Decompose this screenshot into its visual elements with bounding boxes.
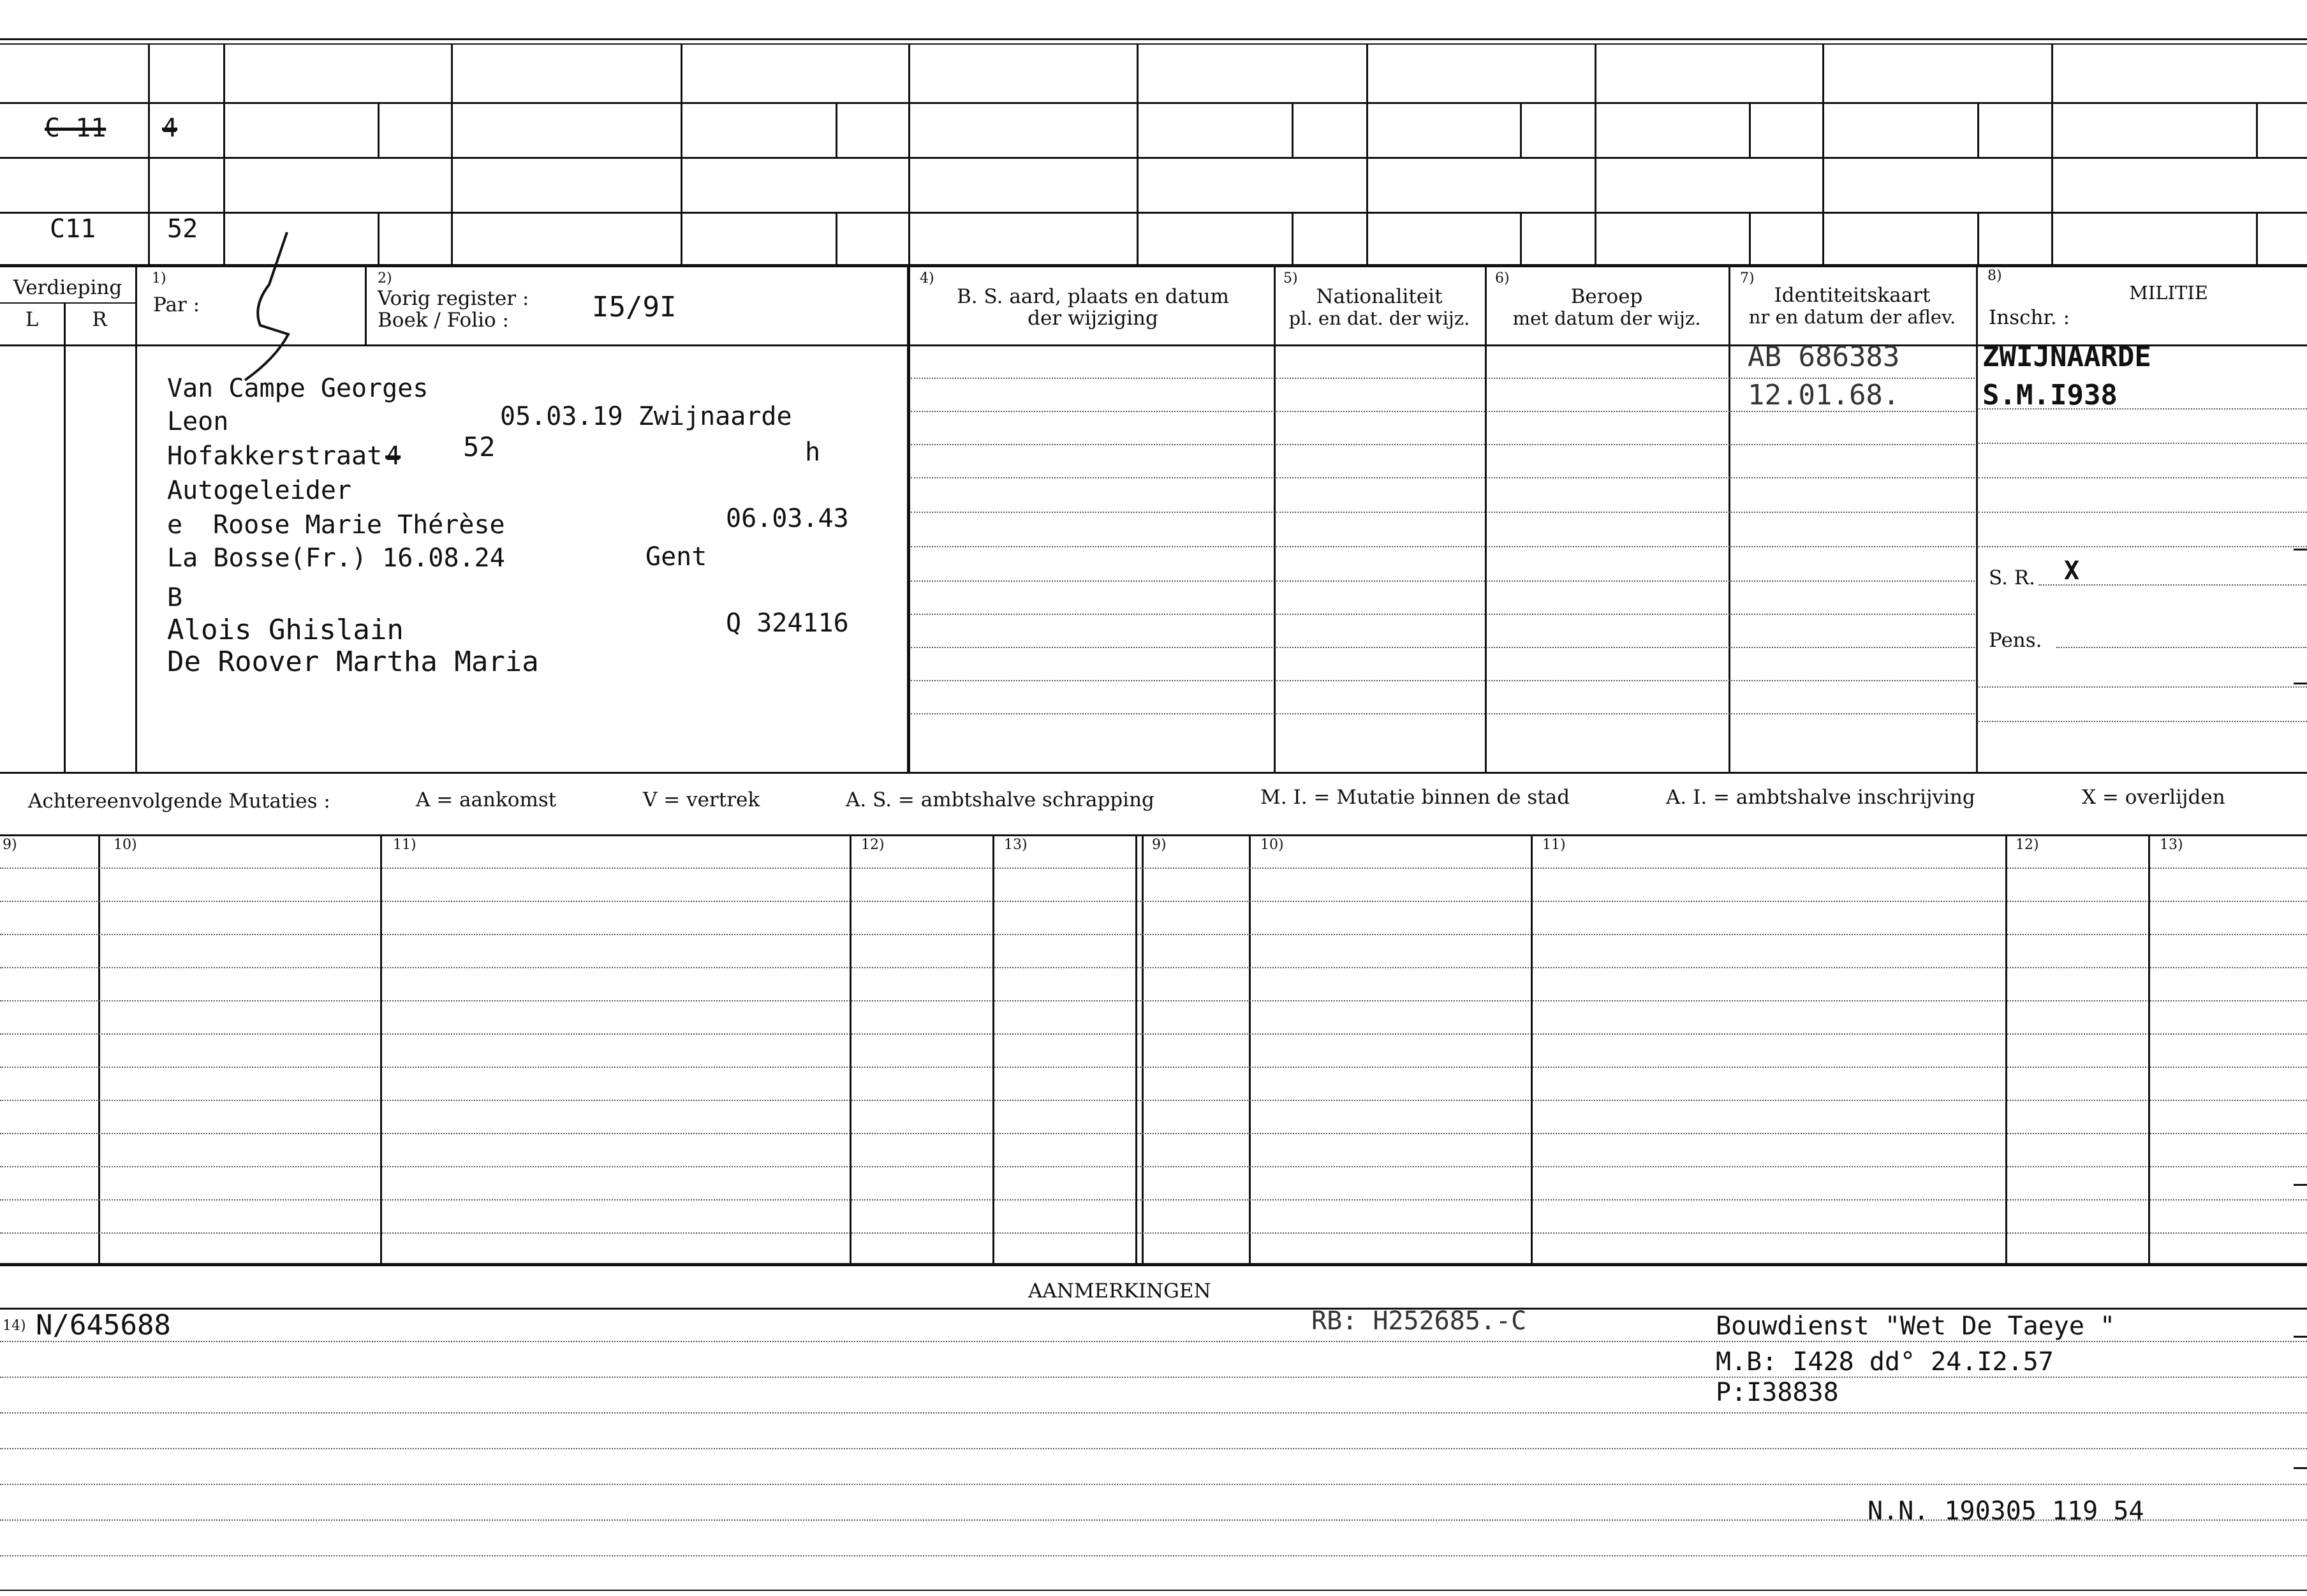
dotted-line	[1979, 443, 2307, 444]
mutations-title: Achtereenvolgende Mutaties :	[28, 790, 330, 813]
mutation-col-9-right: 9)	[1152, 837, 1167, 853]
dotted-line	[911, 647, 1272, 648]
dotted-line	[1276, 614, 1975, 615]
grid-line	[0, 1308, 2307, 1310]
edge-tick	[2294, 1184, 2307, 1186]
dotted-line	[0, 901, 2307, 902]
dotted-line	[1979, 546, 2307, 547]
col5-header-line1: Nationaliteit	[1316, 285, 1443, 308]
dotted-line	[0, 967, 2307, 968]
boek-folio-label: Boek / Folio :	[378, 309, 509, 332]
grid-line	[378, 212, 380, 264]
dotted-line	[911, 477, 1272, 478]
marriage-place: Gent	[645, 542, 707, 572]
pens-label: Pens.	[1989, 629, 2042, 652]
grid-line	[1749, 212, 1751, 264]
boek-folio-value: I5/9I	[592, 291, 677, 323]
grid-line	[836, 212, 837, 264]
grid-line	[1976, 264, 1978, 772]
spouse-prefix: e	[167, 510, 183, 540]
grid-line	[378, 102, 380, 157]
dotted-line	[1979, 512, 2307, 513]
grid-line	[1292, 212, 1294, 264]
grid-line	[135, 264, 137, 772]
col5-number: 5)	[1283, 270, 1298, 286]
dotted-line	[0, 1519, 2307, 1521]
mutation-col-13-right: 13)	[2160, 837, 2183, 853]
col5-header-line2: pl. en dat. der wijz.	[1288, 307, 1470, 329]
militia-place: ZWIJNAARDE	[1982, 341, 2151, 373]
old-section-number: C 11	[45, 114, 107, 143]
remarks-number: 14)	[3, 1318, 26, 1334]
dotted-line	[0, 934, 2307, 935]
identity-card-date: 12.01.68.	[1748, 379, 1900, 411]
dotted-line	[911, 444, 1272, 445]
dotted-line	[0, 1377, 2307, 1378]
dotted-line	[1276, 713, 1975, 714]
grid-line	[0, 1263, 2307, 1266]
grid-line	[0, 43, 2307, 45]
dotted-line	[0, 1448, 2307, 1449]
dotted-line	[0, 1000, 2307, 1001]
house-number: 52	[167, 214, 198, 244]
col4-header-line2: der wijziging	[1028, 307, 1158, 330]
dotted-line	[0, 868, 2307, 869]
spouse-name: Roose Marie Thérèse	[213, 510, 505, 540]
remarks-title: AANMERKINGEN	[1028, 1280, 1211, 1303]
grid-line	[2256, 212, 2258, 264]
vorig-register-label: Vorig register :	[378, 287, 529, 310]
grid-line	[1485, 264, 1487, 772]
dotted-line	[1276, 647, 1975, 648]
dotted-line	[911, 680, 1272, 681]
grid-line	[1977, 212, 1979, 264]
dotted-line	[0, 1166, 2307, 1167]
rb-number: RB: H252685.-C	[1311, 1306, 1527, 1336]
grid-line	[1366, 43, 1368, 264]
militie-title: MILITIE	[2129, 282, 2208, 304]
national-number: N.N. 190305 119 54	[1868, 1496, 2144, 1526]
employer: Bouwdienst "Wet De Taeye "	[1716, 1312, 2116, 1341]
grid-line	[0, 1590, 2307, 1591]
marriage-date: 06.03.43	[726, 504, 849, 533]
dotted-line	[0, 1341, 2307, 1342]
mb-reference: M.B: I428 dd° 24.I2.57	[1716, 1347, 2054, 1377]
street: Hofakkerstraat	[167, 441, 383, 471]
mutation-col-11-right: 11)	[1542, 837, 1566, 853]
dotted-line	[0, 1555, 2307, 1556]
mutation-col-13: 13)	[1004, 837, 1028, 853]
dotted-line	[1979, 721, 2307, 722]
col2-number: 2)	[378, 270, 392, 286]
col6-number: 6)	[1495, 270, 1510, 286]
dotted-line	[911, 614, 1272, 615]
grid-line	[1520, 212, 1522, 264]
dotted-line	[1276, 580, 1975, 582]
col6-header-line1: Beroep	[1570, 285, 1643, 308]
col7-header-line2: nr en datum der aflev.	[1748, 306, 1956, 328]
grid-line	[681, 43, 682, 264]
dotted-line	[1979, 477, 2307, 478]
edge-tick	[2294, 1467, 2307, 1469]
dotted-line	[1979, 686, 2307, 688]
grid-line	[1822, 43, 1824, 264]
grid-line	[907, 264, 910, 772]
militia-year: S.M.I938	[1982, 379, 2118, 411]
dotted-line	[1276, 512, 1975, 513]
occupation: Autogeleider	[167, 476, 351, 505]
floor-right-label: R	[92, 308, 107, 331]
dotted-line	[0, 1199, 2307, 1201]
person-first-name: Leon	[167, 407, 229, 436]
floor-left-label: L	[25, 308, 39, 331]
dotted-line	[0, 1033, 2307, 1035]
top-border	[0, 38, 2307, 40]
inschr-label: Inschr. :	[1989, 306, 2070, 329]
birth-date-place: 05.03.19 Zwijnaarde	[500, 402, 792, 431]
dotted-line	[0, 1232, 2307, 1234]
grid-line	[2256, 102, 2258, 157]
grid-line	[0, 834, 2307, 836]
dotted-line	[1276, 680, 1975, 681]
dotted-line	[911, 378, 1272, 379]
mutation-col-12: 12)	[861, 837, 885, 853]
dotted-line	[911, 713, 1272, 714]
mutation-col-12-right: 12)	[2016, 837, 2039, 853]
q-number: Q 324116	[726, 609, 849, 638]
sr-value: X	[2064, 556, 2080, 586]
dotted-line	[0, 1484, 2307, 1485]
grid-line	[451, 43, 453, 264]
dotted-line	[2056, 647, 2306, 648]
grid-line	[1749, 102, 1751, 157]
legend-ambtshalve-inschrijving: A. I. = ambtshalve inschrijving	[1666, 786, 1975, 809]
spouse-birth: La Bosse(Fr.) 16.08.24	[167, 543, 505, 573]
dotted-line	[911, 411, 1272, 412]
col7-header-line1: Identiteitskaart	[1774, 284, 1931, 307]
mutation-col-9: 9)	[3, 837, 17, 853]
grid-line	[1274, 264, 1276, 772]
mutation-col-10-right: 10)	[1260, 837, 1284, 853]
grid-line	[1520, 102, 1522, 157]
col7-number: 7)	[1740, 270, 1755, 286]
edge-tick	[2294, 1336, 2307, 1338]
dotted-line	[0, 1133, 2307, 1134]
grid-line	[1977, 102, 1979, 157]
col8-number: 8)	[1987, 268, 2002, 284]
p-reference: P:I38838	[1716, 1378, 1839, 1407]
b-mark: B	[167, 583, 183, 612]
old-house-number: 4	[162, 114, 178, 143]
mutation-col-11: 11)	[393, 837, 416, 853]
edge-tick	[2294, 549, 2307, 550]
grid-line	[0, 302, 135, 304]
grid-line	[2051, 43, 2053, 264]
h-mark: h	[805, 438, 821, 467]
dotted-line	[0, 1412, 2307, 1414]
grid-line	[148, 43, 150, 264]
legend-ambtshalve-schrapping: A. S. = ambtshalve schrapping	[846, 788, 1154, 811]
person-name: Van Campe Georges	[167, 374, 429, 403]
dotted-line	[0, 1067, 2307, 1068]
dotted-line	[1276, 546, 1975, 547]
dotted-line	[911, 512, 1272, 513]
legend-overlijden: X = overlijden	[2082, 786, 2225, 809]
identity-card-number: AB 686383	[1748, 341, 1900, 373]
legend-mutatie-binnen-stad: M. I. = Mutatie binnen de stad	[1260, 786, 1570, 809]
grid-line	[1728, 264, 1730, 772]
dotted-line	[1276, 444, 1975, 445]
edge-tick	[2294, 683, 2307, 684]
old-street-number: 4	[385, 441, 401, 471]
dotted-line	[1276, 477, 1975, 478]
grid-line	[0, 772, 2307, 774]
col4-number: 4)	[920, 270, 934, 286]
mother-name: De Roover Martha Maria	[167, 646, 539, 678]
col4-header-line1: B. S. aard, plaats en datum	[957, 285, 1229, 308]
legend-vertrek: V = vertrek	[643, 788, 760, 811]
grid-line	[365, 264, 367, 344]
grid-line	[0, 344, 2307, 346]
grid-line	[1595, 43, 1596, 264]
grid-line	[0, 102, 2307, 104]
grid-line	[0, 212, 2307, 214]
verdieping-label: Verdieping	[13, 276, 122, 299]
dotted-line	[911, 580, 1272, 582]
grid-line	[0, 264, 2307, 267]
dotted-line	[0, 1100, 2307, 1101]
father-names: Alois Ghislain	[167, 614, 404, 646]
grid-line	[1292, 102, 1294, 157]
par-label: Par :	[153, 293, 200, 316]
grid-line	[0, 157, 2307, 159]
section-number: C11	[50, 214, 96, 244]
dotted-line	[911, 546, 1272, 547]
nn-reference: N/645688	[36, 1309, 171, 1341]
mutation-col-10: 10)	[114, 837, 137, 853]
grid-line	[64, 302, 66, 772]
grid-line	[1137, 43, 1139, 264]
new-street-number: 52	[463, 431, 496, 462]
grid-line	[908, 43, 910, 264]
col1-number: 1)	[152, 270, 166, 286]
grid-line	[836, 102, 837, 157]
sr-label: S. R.	[1989, 566, 2036, 589]
grid-line	[223, 43, 225, 264]
legend-aankomst: A = aankomst	[416, 788, 557, 811]
col6-header-line2: met datum der wijz.	[1512, 307, 1701, 329]
